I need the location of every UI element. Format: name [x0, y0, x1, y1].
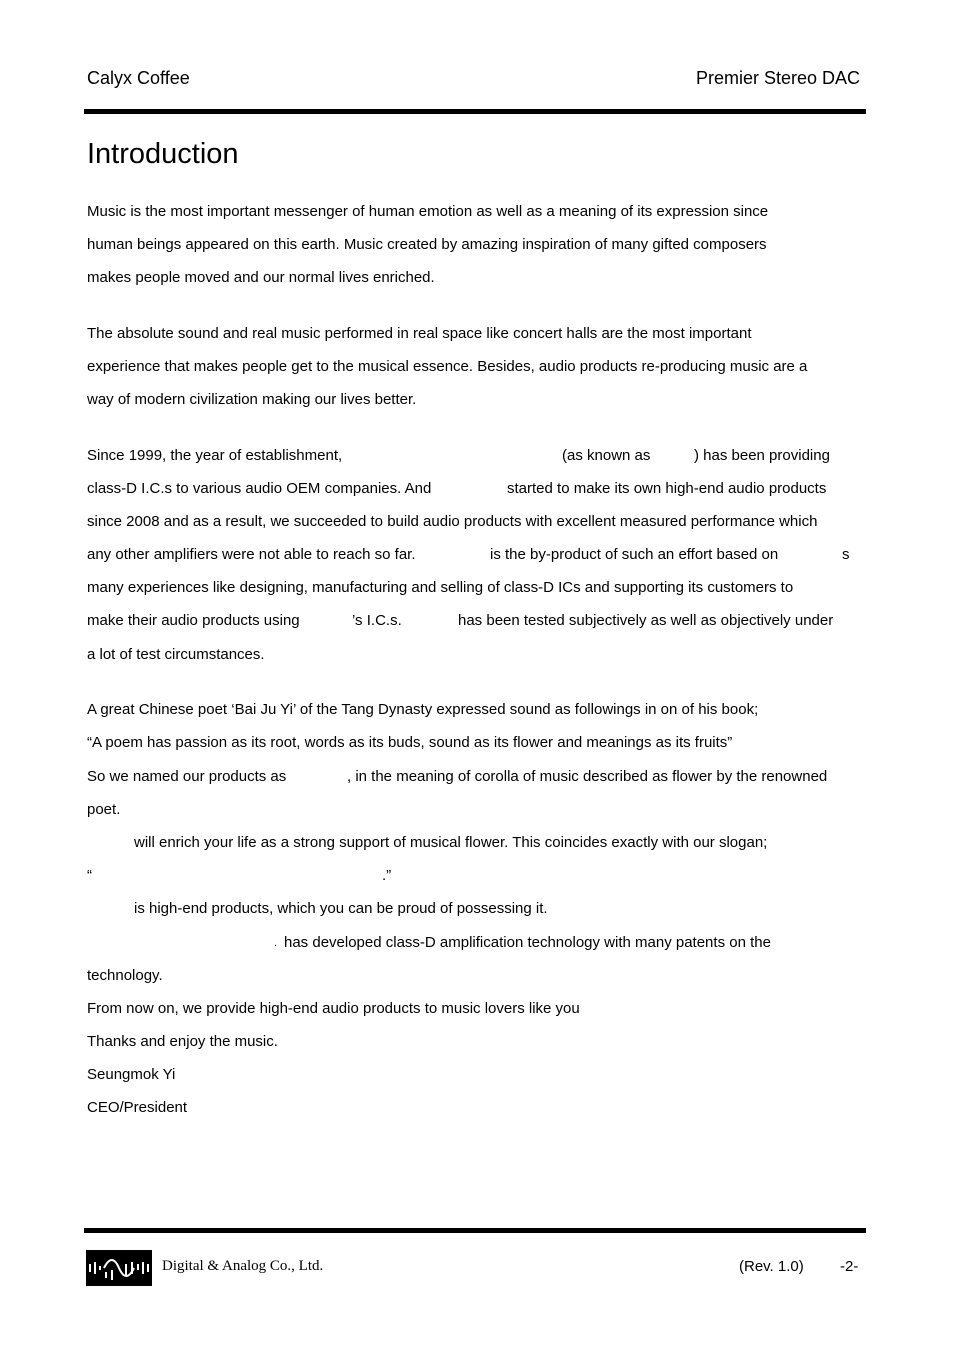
p4-line-8b: has developed class-D amplification technology with many patents on the [284, 934, 771, 951]
page-title: Introduction [87, 138, 239, 170]
p3-line-4a: any other amplifiers were not able to reach so far. [87, 546, 416, 563]
p2-line-3: way of modern civilization making our lives better. [87, 391, 417, 408]
signature-title: CEO/President [87, 1099, 188, 1116]
footer-rule [84, 1228, 866, 1233]
p2-line-2: experience that makes people get to the musical essence. Besides, audio products re-producing music are a [87, 358, 808, 375]
company-logo-icon [86, 1250, 152, 1286]
header-rule [84, 109, 866, 114]
p4-line-3b: , in the meaning of corolla of music described as flower by the renowned [347, 768, 828, 785]
p4-line-7: is high-end products, which you can be proud of possessing it. [134, 900, 548, 917]
p3-line-1c: ) has been providing [694, 447, 830, 464]
p3-line-6a: make their audio products using [87, 612, 300, 629]
p3-line-2a: class-D I.C.s to various audio OEM companies. And [87, 480, 432, 497]
p4-line-6b: .” [382, 867, 392, 884]
p4-line-3a: So we named our products as [87, 768, 287, 785]
p1-line-1: Music is the most important messenger of human emotion as well as a meaning of its expression since [87, 203, 769, 220]
p1-line-3: makes people moved and our normal lives enriched. [87, 269, 435, 286]
p3-line-3: since 2008 and as a result, we succeeded to build audio products with excellent measured performance which [87, 513, 818, 530]
p4-line-10: From now on, we provide high-end audio products to music lovers like you [87, 1000, 580, 1017]
footer-page-number: -2- [840, 1258, 859, 1275]
p2-line-1: The absolute sound and real music performed in real space like concert halls are the most important [87, 325, 752, 342]
p4-line-11: Thanks and enjoy the music. [87, 1033, 278, 1050]
footer-revision: (Rev. 1.0) [739, 1258, 804, 1275]
p4-line-5: will enrich your life as a strong support of musical flower. This coincides exactly with our slogan; [134, 834, 768, 851]
p3-line-4c: s [842, 546, 850, 563]
p3-line-6c: has been tested subjectively as well as objectively under [458, 612, 834, 629]
p3-line-6b: ’s I.C.s. [352, 612, 402, 629]
p3-line-4b: is the by-product of such an effort based on [490, 546, 779, 563]
p3-line-1b: (as known as [562, 447, 651, 464]
p4-line-1: A great Chinese poet ‘Bai Ju Yi’ of the Tang Dynasty expressed sound as followings in on of his book; [87, 701, 759, 718]
waveform-logo-icon [86, 1250, 152, 1286]
p1-line-2: human beings appeared on this earth. Music created by amazing inspiration of many gifted composers [87, 236, 767, 253]
p3-line-7: a lot of test circumstances. [87, 646, 265, 663]
p3-line-2b: started to make its own high-end audio products [507, 480, 827, 497]
signature-name: Seungmok Yi [87, 1066, 176, 1083]
p3-line-5: many experiences like designing, manufacturing and selling of class-D ICs and supporting its customers to [87, 579, 794, 596]
p4-line-2: “A poem has passion as its root, words as its buds, sound as its flower and meanings as its fruits” [87, 734, 733, 751]
header-left-title: Calyx Coffee [87, 68, 190, 88]
p4-line-6a: “ [87, 867, 92, 884]
header-right-title: Premier Stereo DAC [695, 68, 860, 88]
footer-company-name: Digital & Analog Co., Ltd. [162, 1258, 324, 1274]
p3-line-1a: Since 1999, the year of establishment, [87, 447, 343, 464]
p4-line-8a: . [274, 937, 278, 949]
p4-line-4: poet. [87, 801, 121, 818]
p4-line-9: technology. [87, 967, 163, 984]
